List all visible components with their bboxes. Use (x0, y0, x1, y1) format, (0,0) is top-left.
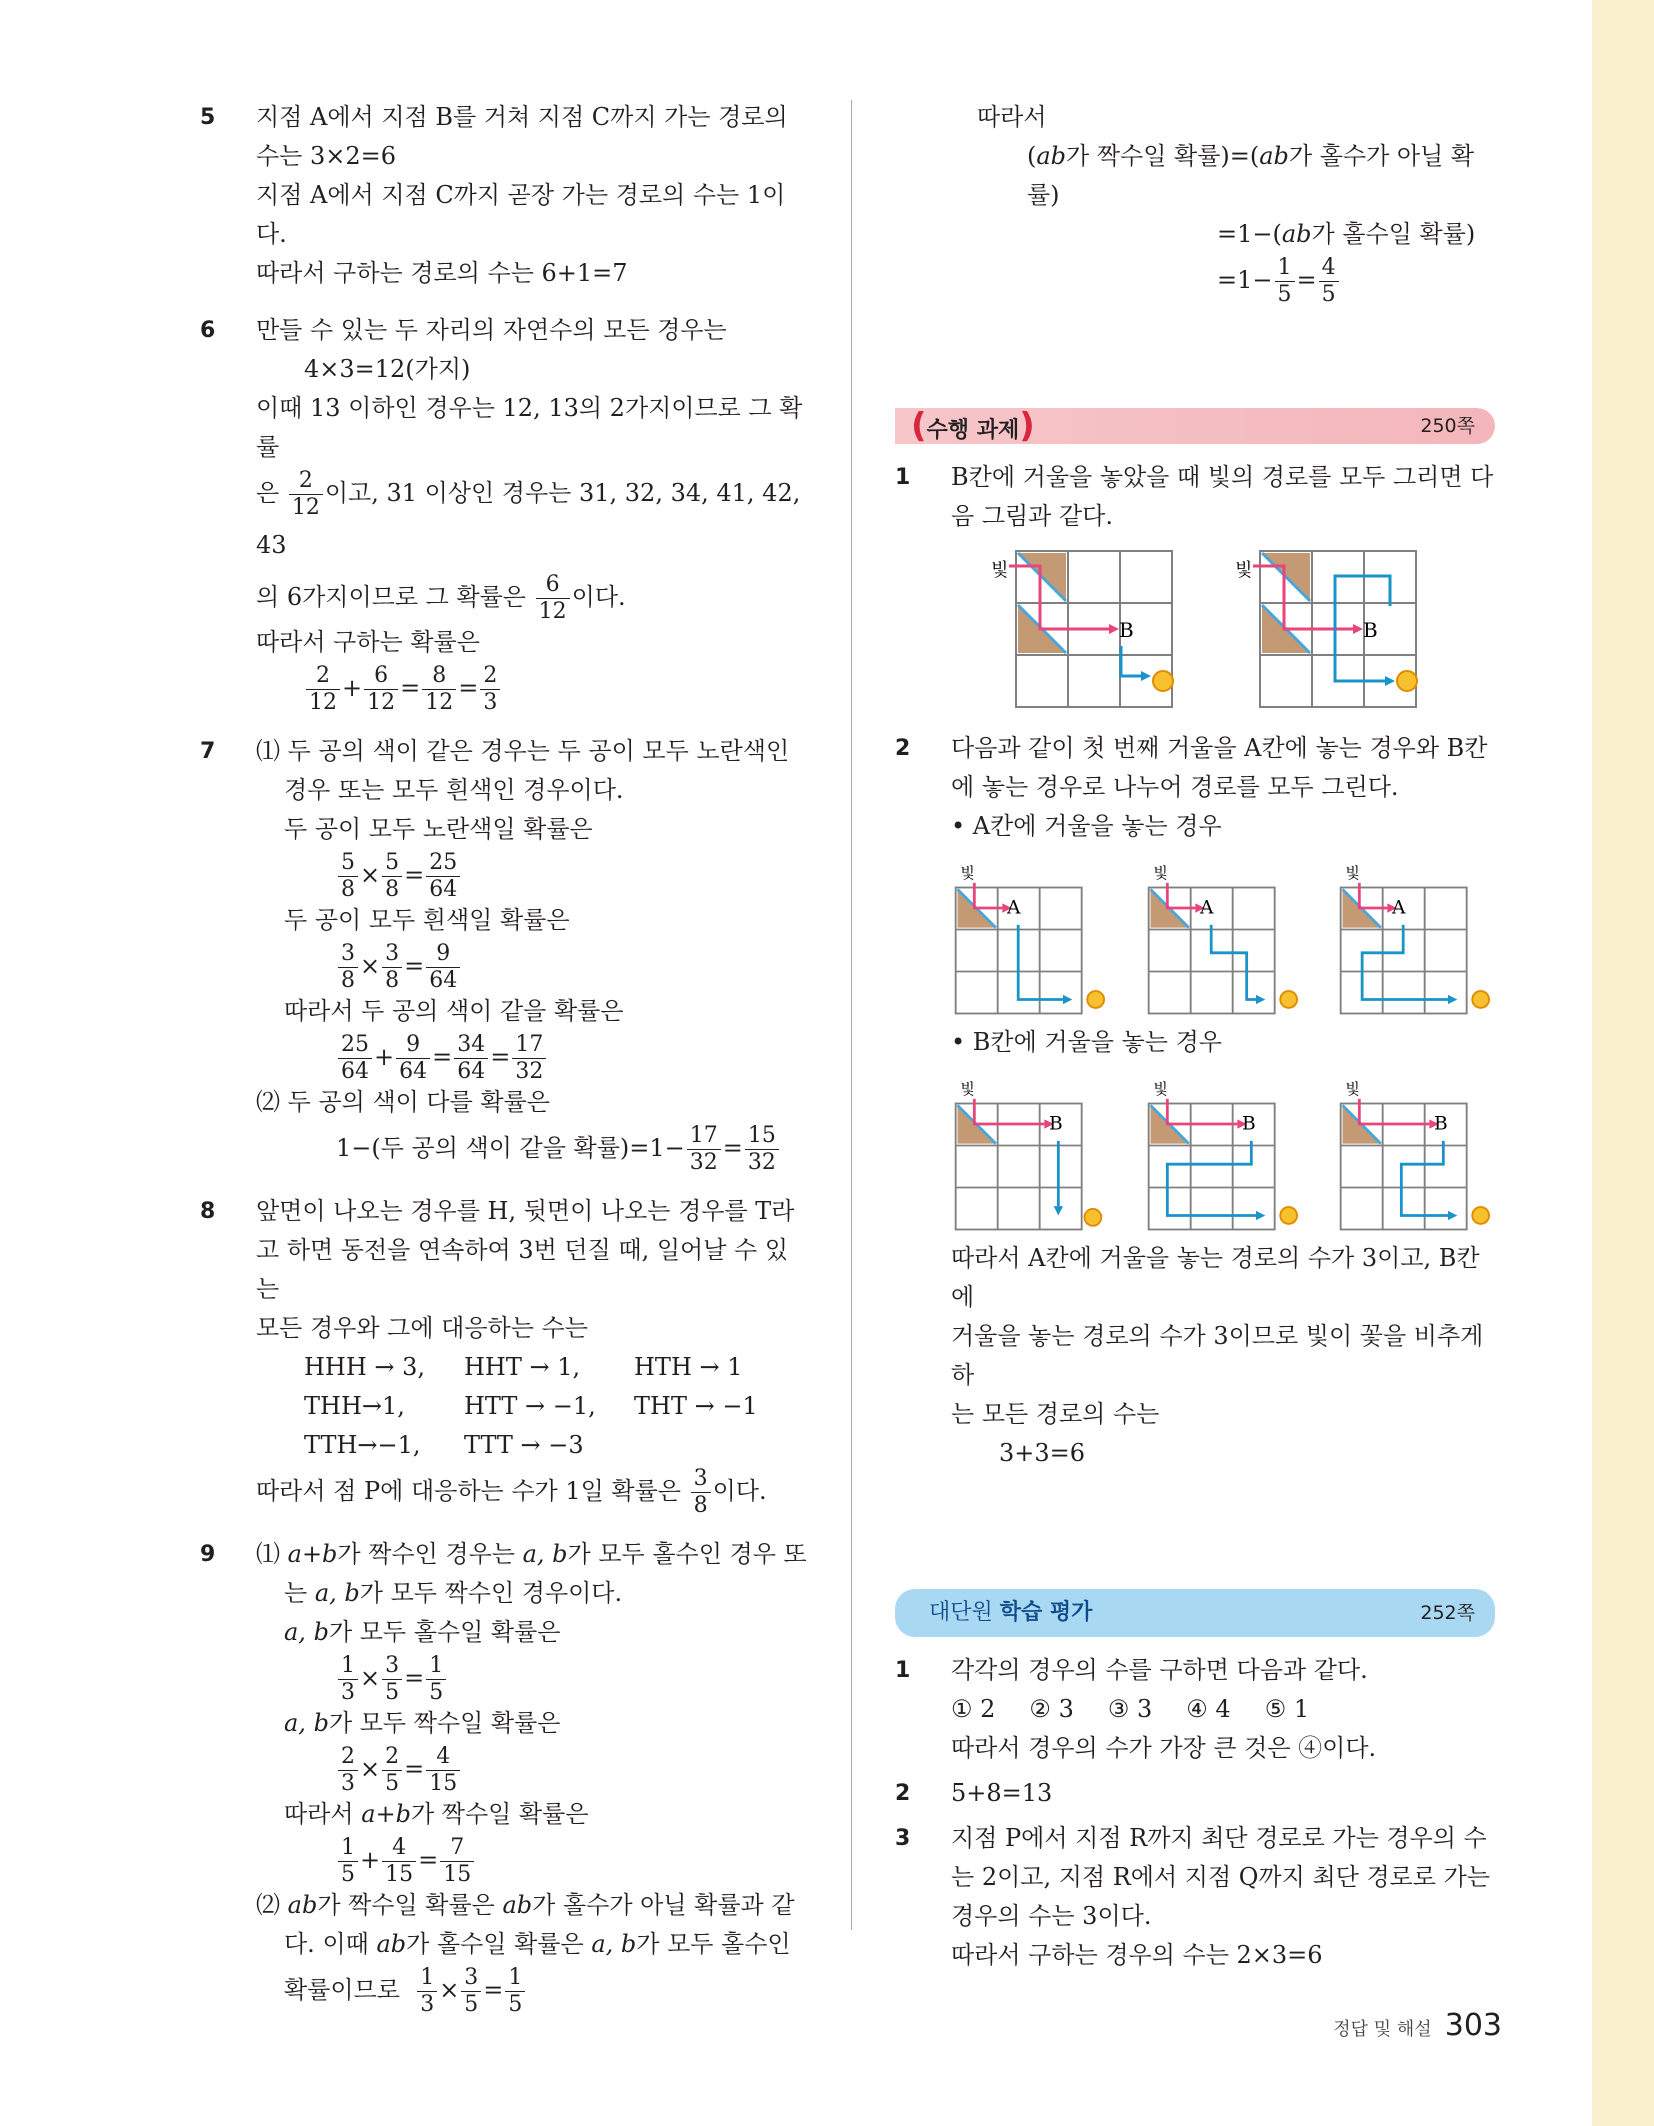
page-footer (1333, 2008, 1502, 2043)
text-line: 따라서 구하는 경로의 수는 6+1=7 (256, 259, 628, 287)
text: ⑵ (256, 1891, 288, 1919)
fraction (426, 1655, 446, 1704)
fraction (382, 1837, 416, 1886)
text-line: 는 2이고, 지점 R에서 지점 Q까지 최단 경로로 가는 (951, 1863, 1490, 1891)
text-line (256, 1795, 810, 1834)
text-line: 두 공이 모두 흰색일 확률은 (284, 906, 570, 934)
text-line: 5+8=13 (951, 1779, 1053, 1807)
fraction (396, 1034, 430, 1083)
denominator: 64 (399, 1059, 428, 1084)
outcome: HHH → 3, (304, 1353, 426, 1381)
equation: 1−(두 공의 색이 같을 확률)=1− $\frac{17}{32}$ = $\frac{15}{32}$ (256, 1122, 810, 1174)
choice: ④ 4 (1186, 1695, 1231, 1723)
fraction (687, 1125, 721, 1174)
bullet-line: • A칸에 거울을 놓는 경우 (951, 812, 1222, 840)
outcome: HTH → 1 (634, 1353, 743, 1381)
text-line: 고 하면 동전을 연속하여 3번 던질 때, 일어날 수 있는 (256, 1236, 789, 1303)
cell-label: B (1241, 1113, 1256, 1135)
column-divider (851, 100, 852, 1930)
flower-icon (1087, 991, 1104, 1008)
text-line (256, 1704, 810, 1743)
text: 이다. (712, 1477, 767, 1505)
cell-label: B (1434, 1113, 1449, 1135)
numerator: 2 (480, 665, 500, 690)
light-label: 빛 (960, 864, 975, 883)
denominator: 5 (508, 1992, 523, 2017)
equation: =1− $\frac{1}{5}$ = $\frac{4}{5}$ (977, 254, 1495, 306)
fraction (338, 1034, 372, 1083)
denominator: 32 (689, 1150, 718, 1175)
problem-number: 2 (895, 1781, 911, 1806)
equation: $\frac{1}{3}$ × $\frac{3}{5}$ = $\frac{1}{5}$ (256, 1652, 810, 1704)
numerator: 6 (364, 665, 398, 690)
text: 은 (256, 479, 280, 507)
denominator: 5 (429, 1680, 444, 1705)
mirror-path-diagram (1235, 546, 1435, 711)
math: ab (1036, 142, 1067, 170)
text-line: 다음과 같이 첫 번째 거울을 A칸에 놓는 경우와 B칸 (951, 734, 1488, 762)
flower-icon (1153, 671, 1173, 691)
figure-row-b (951, 1070, 1495, 1235)
cell-label: B (1049, 1113, 1063, 1135)
flower-icon (1280, 1207, 1297, 1224)
text-line (977, 215, 1495, 254)
text-line: ⑴ 두 공의 색이 같은 경우는 두 공이 모두 노란색인 (256, 737, 790, 765)
text-line (256, 1886, 810, 1925)
denominator: 5 (385, 1771, 400, 1796)
fraction (426, 943, 460, 992)
side-band (1592, 0, 1654, 2126)
problem-number: 7 (200, 739, 216, 764)
equation: $\frac{5}{8}$ × $\frac{5}{8}$ = $\frac{25}{64}$ (256, 849, 810, 901)
text: =1− (1217, 266, 1273, 294)
footer-label: 정답 및 해설 (1333, 2019, 1432, 2040)
mirror-path-diagram-b (951, 1070, 1110, 1235)
text-line: 앞면이 나오는 경우를 H, 뒷면이 나오는 경우를 T라 (256, 1197, 795, 1225)
math: a, b (314, 1579, 360, 1607)
cell-label: A (1392, 897, 1406, 919)
fraction (338, 943, 358, 992)
light-label: 빛 (991, 560, 1009, 581)
task-1 (895, 458, 1495, 711)
light-label: 빛 (1235, 560, 1253, 581)
text-line: 따라서 A칸에 거울을 놓는 경로의 수가 3이고, B칸에 (951, 1244, 1480, 1311)
text: ⑴ (256, 1540, 288, 1568)
mirror-path-diagram-b (1336, 1070, 1495, 1235)
text-line: 따라서 구하는 확률은 (256, 628, 480, 656)
bullet-line: • B칸에 거울을 놓는 경우 (951, 1028, 1222, 1056)
math: a+b (361, 1800, 411, 1828)
fraction (1319, 257, 1339, 306)
fraction (536, 574, 570, 623)
denominator: 5 (1321, 282, 1336, 307)
task-title: (수행 과제) (911, 406, 1035, 446)
denominator: 5 (341, 1862, 355, 1887)
denominator: 12 (291, 495, 320, 520)
numerator: 17 (512, 1034, 546, 1059)
continuation (895, 98, 1495, 306)
equation: $\frac{25}{64}$ + $\frac{9}{64}$ = $\frac{34}{64}$ = $\frac{17}{32}$ (256, 1031, 810, 1083)
text-line: 는 모든 경로의 수는 (951, 1400, 1160, 1428)
numerator: 25 (338, 1034, 372, 1059)
denominator: 3 (341, 1680, 355, 1705)
numerator: 1 (505, 1967, 525, 1992)
fraction (417, 1967, 437, 2016)
fraction (505, 1967, 525, 2016)
numerator: 1 (1275, 257, 1295, 282)
cell-label: A (1199, 897, 1214, 919)
task-2 (895, 729, 1495, 1473)
text-line: 이때 13 이하인 경우는 12, 13의 2가지이므로 그 확률 (256, 394, 803, 461)
numerator: 5 (338, 852, 358, 877)
denominator: 8 (385, 968, 400, 993)
right-column (895, 98, 1495, 1975)
review-banner (895, 1589, 1495, 1637)
problem-number: 6 (200, 318, 216, 343)
problem-number: 1 (895, 1658, 911, 1683)
text-line: 3+3=6 (999, 1439, 1086, 1467)
denominator: 64 (429, 877, 458, 902)
text-line: 음 그림과 같다. (951, 502, 1113, 530)
flower-icon (1084, 1209, 1101, 1226)
choice: ⑤ 1 (1264, 1695, 1310, 1723)
light-label: 빛 (1345, 1080, 1361, 1099)
denominator: 12 (309, 690, 337, 715)
outcome: HHT → 1, (464, 1353, 581, 1381)
denominator: 15 (429, 1771, 458, 1796)
text-line: 4×3=12(가지) (304, 355, 471, 383)
denominator: 64 (341, 1059, 369, 1084)
denominator: 12 (425, 690, 454, 715)
problem-6 (200, 311, 810, 714)
text: 가 모두 홀수인 (636, 1930, 791, 1958)
text-line: 거울을 놓는 경로의 수가 3이므로 빛이 꽃을 비추게 하 (951, 1322, 1484, 1389)
mirror-path-diagram-a (1336, 854, 1495, 1019)
text-line: 따라서 구하는 경우의 수는 2×3=6 (951, 1941, 1323, 1969)
review-page-ref: 252쪽 (1420, 1602, 1475, 1624)
numerator: 6 (536, 574, 570, 599)
equation: 확률이므로 $\frac{1}{3}$ × $\frac{3}{5}$ = $\frac{1}{5}$ (256, 1964, 810, 2016)
text-line (256, 467, 810, 571)
text-line (256, 1465, 810, 1517)
light-label: 빛 (1153, 1080, 1168, 1099)
denominator: 8 (693, 1493, 708, 1518)
text-line (256, 1535, 810, 1574)
numerator: 2 (289, 470, 323, 495)
fraction (338, 1746, 358, 1795)
numerator: 34 (454, 1034, 488, 1059)
denominator: 8 (341, 968, 355, 993)
flower-icon (1280, 991, 1297, 1008)
text: 가 짝수일 확률은 (317, 1891, 503, 1919)
numerator: 3 (382, 943, 402, 968)
fraction (480, 665, 500, 714)
equation: $\frac{1}{5}$ + $\frac{4}{15}$ = $\frac{7}{15}$ (256, 1834, 810, 1886)
denominator: 3 (420, 1992, 435, 2017)
problem-number: 2 (895, 736, 911, 761)
mirror-path-diagram-a (951, 854, 1110, 1019)
fraction (440, 1837, 474, 1886)
outcome: TTT → −3 (464, 1431, 584, 1459)
text-line (977, 137, 1495, 215)
numerator: 4 (382, 1837, 416, 1862)
text: 따라서 (284, 1800, 362, 1828)
fraction (338, 852, 358, 901)
text-line: 따라서 두 공의 색이 같을 확률은 (284, 997, 624, 1025)
math: ab (376, 1930, 407, 1958)
cell-label: B (1119, 618, 1134, 642)
math: a+b (287, 1540, 338, 1568)
text: 가 홀수가 아닐 확률과 같 (532, 1891, 795, 1919)
math: ab (1281, 220, 1312, 248)
mirror-path-diagram (991, 546, 1191, 711)
outcome: TTH→−1, (304, 1431, 421, 1459)
numerator: 1 (426, 1655, 446, 1680)
math: a, b (284, 1709, 329, 1737)
text: 가 홀수가 아닐 확률) (1027, 142, 1475, 209)
page-number: 303 (1444, 2008, 1502, 2043)
problem-number: 3 (895, 1826, 911, 1851)
text-line: 따라서 (977, 103, 1047, 131)
review-title (929, 1589, 1092, 1637)
problem-5 (200, 98, 810, 293)
text-line: 두 공이 모두 노란색일 확률은 (284, 815, 593, 843)
problem-9 (200, 1535, 810, 2016)
fraction (382, 943, 402, 992)
numerator: 8 (422, 665, 456, 690)
text-line: 각각의 경우의 수를 구하면 다음과 같다. (951, 1656, 1368, 1684)
fraction (338, 1837, 358, 1886)
flower-icon (1397, 671, 1417, 691)
numerator: 15 (745, 1125, 779, 1150)
numerator: 25 (426, 852, 460, 877)
fraction (454, 1034, 488, 1083)
text-line (256, 1925, 810, 1964)
text-line: B칸에 거울을 놓았을 때 빛의 경로를 모두 그리면 다 (951, 463, 1494, 491)
problem-number: 1 (895, 465, 911, 490)
numerator: 7 (440, 1837, 474, 1862)
title-text: 대단원 (929, 1600, 1000, 1625)
math: ab (502, 1891, 533, 1919)
text-line (256, 1574, 810, 1613)
review-3 (895, 1819, 1495, 1975)
text: 는 (284, 1579, 315, 1607)
math: a, b (284, 1618, 329, 1646)
light-label: 빛 (960, 1080, 975, 1099)
text: 가 짝수인 경우는 (337, 1540, 523, 1568)
text: 가 홀수일 확률은 (406, 1930, 592, 1958)
fraction (306, 665, 340, 714)
figure-row-a (951, 854, 1495, 1019)
choice: ② 3 (1029, 1695, 1074, 1723)
numerator: 1 (338, 1837, 358, 1862)
math: a, b (522, 1540, 568, 1568)
denominator: 15 (443, 1862, 472, 1887)
choice: ① 2 (951, 1695, 996, 1723)
fraction (426, 852, 460, 901)
review-2 (895, 1774, 1495, 1813)
denominator: 32 (515, 1059, 544, 1084)
problem-number: 5 (200, 105, 216, 130)
fraction (691, 1468, 711, 1517)
math: ab (1259, 142, 1289, 170)
numerator: 3 (691, 1468, 711, 1493)
numerator: 1 (338, 1655, 358, 1680)
numerator: 9 (426, 943, 460, 968)
text-line: 지점 A에서 지점 B를 거쳐 지점 C까지 가는 경로의 (256, 103, 788, 131)
equation: $\frac{2}{3}$ × $\frac{2}{5}$ = $\frac{4}{15}$ (256, 1743, 810, 1795)
fraction (422, 665, 456, 714)
choice-list (951, 1690, 1495, 1729)
text-line: ⑵ 두 공의 색이 다를 확률은 (256, 1088, 550, 1116)
text: 확률이므로 (284, 1976, 400, 2004)
numerator: 3 (338, 943, 358, 968)
problem-number: 9 (200, 1542, 216, 1567)
text-line: 지점 P에서 지점 R까지 최단 경로로 가는 경우의 수 (951, 1824, 1487, 1852)
title-text: 수행 과제 (926, 418, 1020, 443)
task-page-ref: 250쪽 (1420, 415, 1475, 437)
denominator: 12 (538, 599, 567, 624)
text-line: 에 놓는 경우로 나누어 경로를 모두 그린다. (951, 773, 1399, 801)
text-line: 따라서 경우의 수가 가장 큰 것은 ④이다. (951, 1734, 1377, 1762)
text: 이고, 31 이상인 경우는 31, 32, 34, 41, 42, 43 (256, 479, 801, 559)
outcome: HTT → −1, (464, 1392, 596, 1420)
fraction (382, 1655, 402, 1704)
text-line (256, 1613, 810, 1652)
denominator: 15 (385, 1862, 414, 1887)
text: 가 짝수일 확률은 (410, 1800, 589, 1828)
review-1 (895, 1651, 1495, 1768)
denominator: 12 (367, 690, 396, 715)
text-line: 경우 또는 모두 흰색인 경우이다. (284, 776, 624, 804)
text: 가 짝수일 확률)=( (1066, 142, 1260, 170)
text-line: 지점 A에서 지점 C까지 곧장 가는 경로의 수는 1이다. (256, 181, 786, 248)
choice: ③ 3 (1107, 1695, 1153, 1723)
outcome-row (256, 1348, 810, 1387)
fraction (426, 1746, 460, 1795)
denominator: 32 (747, 1150, 776, 1175)
mirror-path-diagram-b (1144, 1070, 1303, 1235)
text-line (256, 571, 810, 623)
text-line: 경우의 수는 3이다. (951, 1902, 1152, 1930)
text: 가 모두 홀수인 경우 또 (567, 1540, 807, 1568)
denominator: 5 (385, 1680, 400, 1705)
text: 가 홀수일 확률) (1311, 220, 1476, 248)
task-banner (895, 408, 1495, 444)
denominator: 3 (483, 690, 498, 715)
math: a, b (591, 1930, 637, 1958)
outcome: THH→1, (304, 1392, 405, 1420)
text: 1−(두 공의 색이 같을 확률)=1− (336, 1134, 685, 1162)
text: 가 모두 홀수일 확률은 (328, 1618, 561, 1646)
light-label: 빛 (1153, 864, 1168, 883)
fraction (382, 852, 402, 901)
outcome-row (256, 1387, 810, 1426)
fraction (745, 1125, 779, 1174)
numerator: 2 (338, 1746, 358, 1771)
text: 따라서 점 P에 대응하는 수가 1일 확률은 (256, 1477, 681, 1505)
text: ( (1027, 142, 1037, 170)
flower-icon (1473, 1207, 1490, 1224)
denominator: 64 (457, 1059, 486, 1084)
denominator: 8 (385, 877, 400, 902)
mirror-path-diagram-a (1144, 854, 1303, 1019)
denominator: 8 (341, 877, 355, 902)
denominator: 64 (429, 968, 458, 993)
numerator: 1 (417, 1967, 437, 1992)
text-line: 만들 수 있는 두 자리의 자연수의 모든 경우는 (256, 316, 727, 344)
problem-7 (200, 732, 810, 1174)
numerator: 17 (687, 1125, 721, 1150)
flower-icon (1473, 991, 1490, 1008)
numerator: 4 (1319, 257, 1339, 282)
text: 가 모두 짝수인 경우이다. (359, 1579, 623, 1607)
outcome-row (256, 1426, 810, 1465)
text: 이다. (571, 583, 626, 611)
fraction (338, 1655, 358, 1704)
numerator: 5 (382, 852, 402, 877)
title-text: 학습 평가 (999, 1600, 1093, 1625)
fraction (364, 665, 398, 714)
fraction (382, 1746, 402, 1795)
cell-label: A (1007, 897, 1021, 919)
numerator: 3 (461, 1967, 481, 1992)
math: ab (287, 1891, 318, 1919)
figure-row-task1 (951, 546, 1495, 711)
equation: $\frac{3}{8}$ × $\frac{3}{8}$ = $\frac{9}{64}$ (256, 940, 810, 992)
fraction (289, 470, 323, 519)
text-line: 수는 3×2=6 (256, 142, 397, 170)
denominator: 5 (1277, 282, 1292, 307)
denominator: 3 (341, 1771, 355, 1796)
text: =1−( (1217, 220, 1282, 248)
light-label: 빛 (1345, 864, 1361, 883)
text-line: 모든 경우와 그에 대응하는 수는 (256, 1314, 588, 1342)
denominator: 5 (464, 1992, 479, 2017)
outcome: THT → −1 (634, 1392, 758, 1420)
text: 가 모두 짝수일 확률은 (328, 1709, 561, 1737)
fraction (1275, 257, 1295, 306)
equation: $\frac{2}{12}$ + $\frac{6}{12}$ = $\frac{8}{12}$ = $\frac{2}{3}$ (256, 662, 810, 714)
fraction (461, 1967, 481, 2016)
problem-number: 8 (200, 1199, 216, 1224)
text: 다. 이때 (284, 1930, 377, 1958)
left-column (200, 98, 810, 2016)
problem-8 (200, 1192, 810, 1517)
numerator: 4 (426, 1746, 460, 1771)
text: 의 6가지이므로 그 확률은 (256, 583, 526, 611)
numerator: 2 (306, 665, 340, 690)
numerator: 3 (382, 1655, 402, 1680)
cell-label: B (1363, 618, 1378, 642)
fraction (512, 1034, 546, 1083)
numerator: 9 (396, 1034, 430, 1059)
numerator: 2 (382, 1746, 402, 1771)
